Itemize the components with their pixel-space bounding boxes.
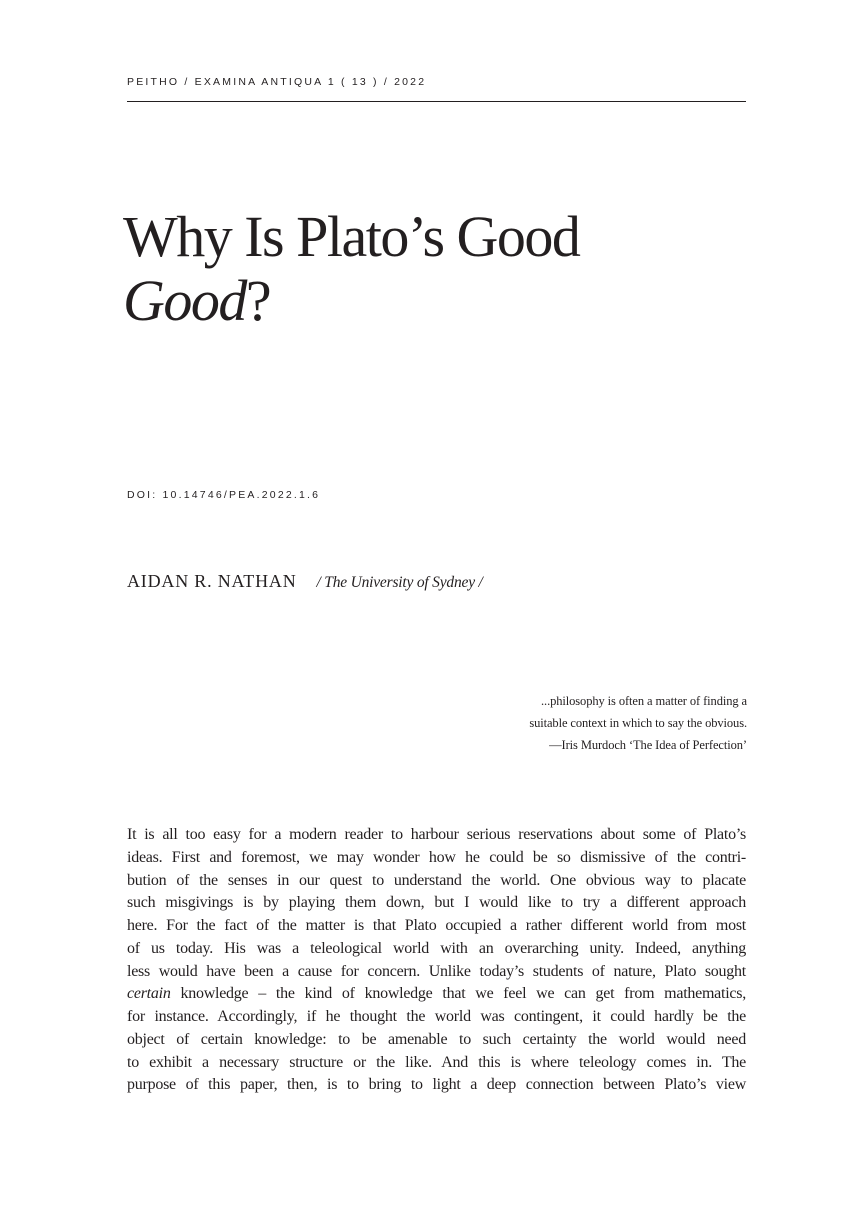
body-line: bution of the senses in our quest to understand the world. One obvious way to placate <box>127 871 746 889</box>
title-emphasis: Good <box>123 268 246 333</box>
header-rule <box>127 101 746 102</box>
epigraph-line-2: suitable context in which to say the obvious. <box>529 716 747 730</box>
epigraph-line-1: ...philosophy is often a matter of finding a <box>541 694 747 708</box>
body-line: here. For the fact of the matter is that Plato occupied a rather different world from most <box>127 917 746 934</box>
body-line <box>127 983 746 1006</box>
title-line-2 <box>123 269 579 333</box>
body-line-rest: knowledge – the kind of knowledge that we feel we can get from mathematics, <box>170 985 746 1003</box>
epigraph <box>529 690 747 756</box>
body-line: less would have been a cause for concern. Unlike today’s students of nature, Plato sought <box>127 962 746 980</box>
doi: DOI: 10.14746/PEA.2022.1.6 <box>127 489 321 501</box>
author-affiliation: / The University of Sydney / <box>316 574 483 591</box>
title-question-mark: ? <box>245 268 271 333</box>
body-paragraph <box>127 824 746 1097</box>
epigraph-attribution: —Iris Murdoch ‘The Idea of Perfection’ <box>549 738 747 752</box>
body-line: for instance. Accordingly, if he thought the world was contingent, it could hardly be the <box>127 1008 746 1025</box>
body-line: such misgivings is by playing them down, but I would like to try a different approach <box>127 894 746 912</box>
running-head: PEITHO / EXAMINA ANTIQUA 1 ( 13 ) / 2022 <box>127 76 427 88</box>
author-name: AIDAN R. NATHAN <box>127 571 297 591</box>
author-line <box>127 571 483 592</box>
body-line: It is all too easy for a modern reader to harbour serious reservations about some of Plato’s <box>127 826 746 843</box>
body-line: to exhibit a necessary structure or the like. And this is where teleology comes in. The <box>127 1053 746 1071</box>
body-line: object of certain knowledge: to be amenable to such certainty the world would need <box>127 1030 746 1048</box>
body-emphasis: certain <box>127 985 171 1003</box>
article-title <box>123 205 579 333</box>
body-line: ideas. First and foremost, we may wonder how he could be so dismissive of the contri- <box>127 848 746 866</box>
title-line-1: Why Is Plato’s Good <box>123 204 580 269</box>
body-line: of us today. His was a teleological world with an overarching unity. Indeed, anything <box>127 939 746 957</box>
body-line: purpose of this paper, then, is to bring to light a deep connection between Plato’s view <box>127 1076 746 1094</box>
